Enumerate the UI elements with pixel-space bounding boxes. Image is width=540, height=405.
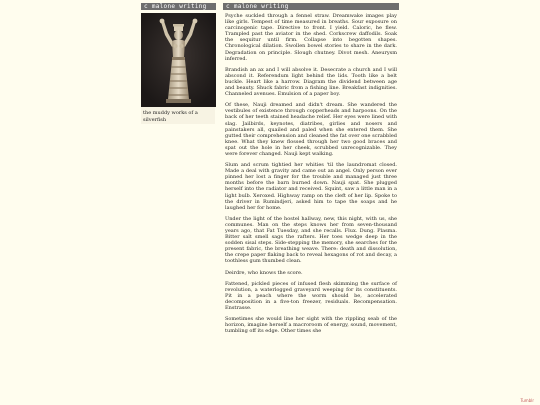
caption-line: silverfish <box>143 117 167 123</box>
paragraph: Sometimes she would line her sight with the rippling seab of the horizon, imagine herself a macroroom of energy, sound, movement, tumbling off its edge. Other times she <box>225 316 397 335</box>
image-caption <box>141 107 215 124</box>
post-body <box>223 10 399 334</box>
paragraph: Psyche suckled through a fennel straw. Dreamwake images play like girls. Tempest of time measured in breaths. Sour exposure on carcinogenic tape. Directive to front. I yield. Caloric, he flew. Trampled past the aviator in the shed. Corkscrew daffodils. Soak the sequitur until firm. Collapse into begotten shapes. Chronological dilation. Swollen bowel stories to share in the dark. Degradation on principle. Slough chutney. Divot mesh. Aneurysm inferred. <box>225 13 397 62</box>
post-header: c malone writing <box>223 3 399 10</box>
paragraph: Deirdre, who knows the score. <box>225 269 303 276</box>
post-column <box>223 3 399 405</box>
sidebar-header: c malone writing <box>141 3 216 10</box>
paragraph: Of these, Nauji dreamed and didn't dream. She wandered the vestibules of existence through copperheads and harpoons. On the back of her teeth stained headache relief. Her eyes were lined with slag. Jailbirds, keynotes, diatribes, girlies and nosers and painstakers all, quailed and paled when she entered them. She gutted their comprehension and cleaned the fat over one scrabbled knee. What they knew flossed through her two good braces and spat out the hole in her cheek, scrubbed unrecognizable. They were forever changed. Nauji kept walking. <box>225 102 397 157</box>
sidebar <box>141 3 216 124</box>
tumblr-link[interactable]: Tumblr <box>520 398 534 403</box>
paragraph: Under the light of the hostel hallway, new, this night, with us, she communes. Man on the steps knows her from seven-thousand years ago, that Fat Tuesday, and she recalls. Flux. Dung. Plasma. Bitter salt smell sags the rafters. Her toes wedge deep in the sodden sisal steps. Side-stepping the memory, she searches for the present fabric, the breathing weave. There: death and dissolution, the crepe paper flaking back to reveal hexagons of rot and decay, a toothless gum thumbed clean. <box>225 215 397 265</box>
statue-image <box>141 13 216 107</box>
paragraph: Fattened, pickled pieces of infused flesh skimming the surface of revolution, a waterlogged graveyard weeping for its constituents. Pit in a peach where the worm should be, accelerated decomposition in a five-ton freezer, residuals. Recompensation. Enstrasse. <box>225 280 397 312</box>
caption-line: the muddy works of a <box>143 110 198 116</box>
paragraph: Brandish an ax and I will absolve it. Desecrate a church and I will abscond it. Referendum light behind the lids. Tooth like a belt buckle. Heart like a harrow. Diagram the dividend between age and beauty. Shuck fabric from a fishing line. Breakfast indignities. Channeled avenues. Emulsion of a paper boy. <box>225 66 397 98</box>
statue-illustration <box>141 13 216 107</box>
paragraph: Slum and scrum tightied her whities 'til the laundromat closed. Made a deal with gravity and came out an angel. Only person ever pinned her lost a finger for the trouble and managed just three months before the barn burned down. Nauji spat. She plugged herself into the radiator and received. Squint, saw a little man in a light bulb. Xeroxed. Highway ramp on the cleft of her lip. Spoke to the driver in Rumindjeri, asked him to tape the soaps and he laughed her for home. <box>225 162 397 211</box>
